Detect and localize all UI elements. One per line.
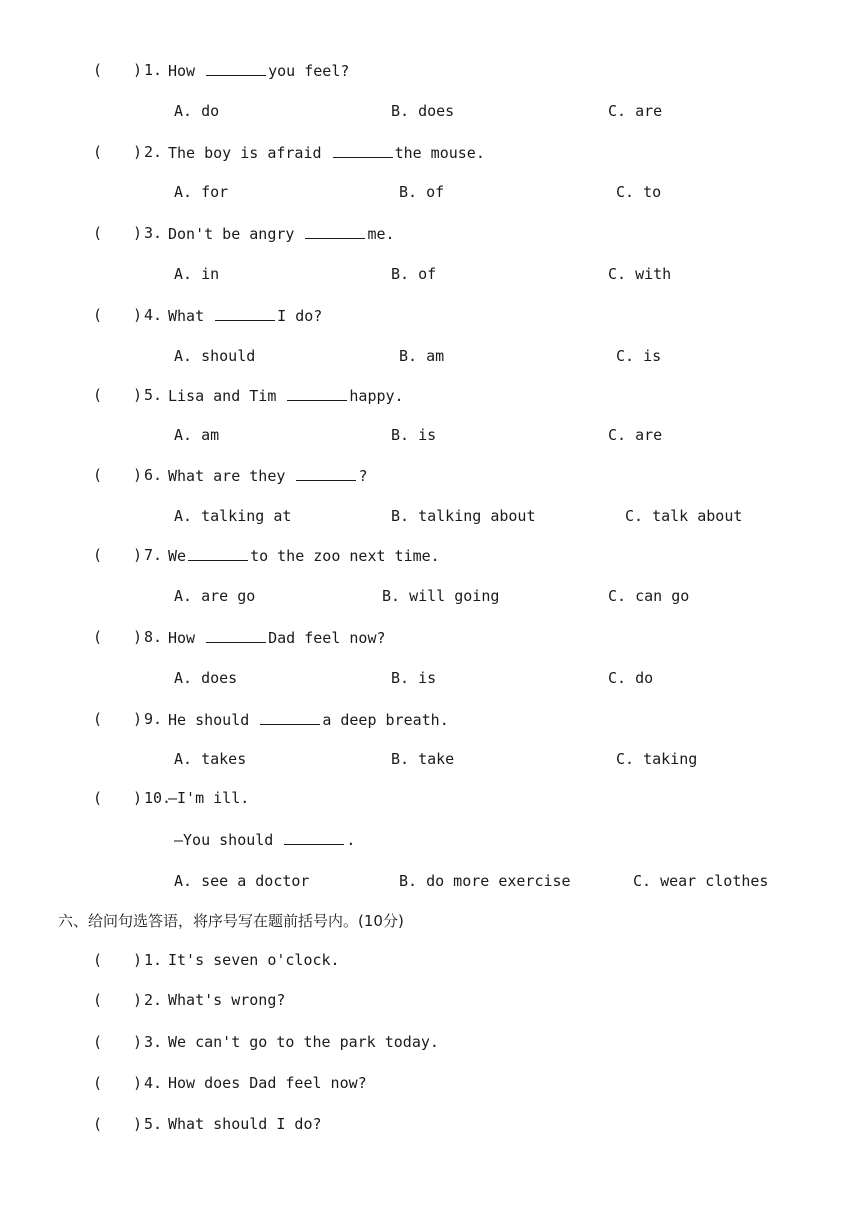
question-text-pre: We xyxy=(168,547,187,565)
answer-paren-open: ( xyxy=(93,143,103,161)
answer-paren-close: ) xyxy=(133,143,143,161)
question-number: 1. xyxy=(144,61,163,79)
question-text-post: . xyxy=(346,831,356,849)
answer-paren-open: ( xyxy=(93,306,103,324)
option-a: A. does xyxy=(174,669,238,687)
answer-paren-open: ( xyxy=(93,1033,103,1051)
answer-paren-close: ) xyxy=(133,1033,143,1051)
question-text-pre: The boy is afraid xyxy=(168,144,331,162)
question-text-post: I do? xyxy=(277,307,323,325)
answer-paren-open: ( xyxy=(93,386,103,404)
option-a: A. talking at xyxy=(174,507,292,525)
answer-blank xyxy=(305,224,365,239)
question-text xyxy=(168,306,322,325)
question-text-post: happy. xyxy=(349,387,404,405)
question-number: 2. xyxy=(144,991,163,1009)
option-c: C. can go xyxy=(608,587,690,605)
question-text-pre: What xyxy=(168,307,214,325)
answer-paren-open: ( xyxy=(93,1074,103,1092)
answer-blank xyxy=(206,61,266,76)
question-text xyxy=(168,224,395,243)
question-text xyxy=(168,710,449,729)
answer-paren-open: ( xyxy=(93,710,103,728)
question-number: 10. xyxy=(144,789,172,807)
question-number: 3. xyxy=(144,224,163,242)
question-text-line1: —I'm ill. xyxy=(168,789,250,807)
answer-paren-close: ) xyxy=(133,466,143,484)
answer-paren-close: ) xyxy=(133,224,143,242)
section-heading: 六、给问句选答语，将序号写在题前括号内。(10分) xyxy=(58,912,404,930)
question-text-pre: —You should xyxy=(174,831,283,849)
question-text-post: to the zoo next time. xyxy=(250,547,440,565)
question-text xyxy=(168,628,386,647)
question-number: 5. xyxy=(144,386,163,404)
option-b: B. does xyxy=(391,102,455,120)
option-a: A. do xyxy=(174,102,220,120)
answer-paren-open: ( xyxy=(93,951,103,969)
question-text xyxy=(168,386,404,405)
answer-blank xyxy=(206,628,266,643)
option-b: B. is xyxy=(391,426,437,444)
answer-paren-close: ) xyxy=(133,306,143,324)
option-a: A. see a doctor xyxy=(174,872,310,890)
option-c: C. to xyxy=(616,183,662,201)
option-c: C. wear clothes xyxy=(633,872,769,890)
question-text xyxy=(168,143,485,162)
answer-blank xyxy=(260,710,320,725)
option-a: A. for xyxy=(174,183,229,201)
answer-paren-open: ( xyxy=(93,789,103,807)
question-text-pre: He should xyxy=(168,711,259,729)
option-c: C. are xyxy=(608,102,663,120)
answer-paren-open: ( xyxy=(93,546,103,564)
answer-paren-open: ( xyxy=(93,466,103,484)
answer-blank xyxy=(284,830,344,845)
question-number: 2. xyxy=(144,143,163,161)
question-text-post: a deep breath. xyxy=(322,711,449,729)
question-number: 3. xyxy=(144,1033,163,1051)
option-b: B. is xyxy=(391,669,437,687)
answer-blank xyxy=(188,546,248,561)
question-text: We can't go to the park today. xyxy=(168,1033,439,1051)
answer-paren-open: ( xyxy=(93,224,103,242)
question-text xyxy=(168,61,349,80)
option-b: B. will going xyxy=(382,587,500,605)
question-number: 1. xyxy=(144,951,163,969)
answer-blank xyxy=(333,143,393,158)
answer-paren-close: ) xyxy=(133,61,143,79)
answer-paren-open: ( xyxy=(93,1115,103,1133)
answer-paren-close: ) xyxy=(133,1115,143,1133)
question-text: How does Dad feel now? xyxy=(168,1074,367,1092)
question-text: What's wrong? xyxy=(168,991,286,1009)
option-b: B. do more exercise xyxy=(399,872,571,890)
option-c: C. are xyxy=(608,426,663,444)
question-text-post: me. xyxy=(367,225,395,243)
answer-paren-close: ) xyxy=(133,710,143,728)
option-b: B. of xyxy=(399,183,445,201)
option-b: B. of xyxy=(391,265,437,283)
option-a: A. in xyxy=(174,265,220,283)
answer-paren-close: ) xyxy=(133,386,143,404)
answer-paren-close: ) xyxy=(133,628,143,646)
option-b: B. talking about xyxy=(391,507,536,525)
option-a: A. should xyxy=(174,347,256,365)
question-text xyxy=(168,546,440,565)
option-c: C. do xyxy=(608,669,654,687)
question-text: It's seven o'clock. xyxy=(168,951,340,969)
answer-paren-open: ( xyxy=(93,991,103,1009)
option-a: A. takes xyxy=(174,750,247,768)
question-text-pre: What are they xyxy=(168,467,295,485)
option-c: C. talk about xyxy=(625,507,743,525)
answer-paren-close: ) xyxy=(133,991,143,1009)
question-text-post: the mouse. xyxy=(394,144,485,162)
question-number: 4. xyxy=(144,306,163,324)
option-b: B. take xyxy=(391,750,455,768)
question-number: 6. xyxy=(144,466,163,484)
option-c: C. is xyxy=(616,347,662,365)
answer-paren-close: ) xyxy=(133,951,143,969)
option-c: C. taking xyxy=(616,750,698,768)
option-a: A. are go xyxy=(174,587,256,605)
answer-paren-close: ) xyxy=(133,789,143,807)
question-text: What should I do? xyxy=(168,1115,322,1133)
answer-paren-open: ( xyxy=(93,628,103,646)
question-text-post: you feel? xyxy=(268,62,350,80)
answer-blank xyxy=(287,386,347,401)
answer-paren-close: ) xyxy=(133,1074,143,1092)
question-number: 9. xyxy=(144,710,163,728)
question-text xyxy=(168,466,367,485)
question-text-pre: Lisa and Tim xyxy=(168,387,286,405)
question-text-post: ? xyxy=(358,467,368,485)
answer-blank xyxy=(215,306,275,321)
option-b: B. am xyxy=(399,347,445,365)
answer-paren-close: ) xyxy=(133,546,143,564)
option-c: C. with xyxy=(608,265,672,283)
question-text-pre: How xyxy=(168,629,205,647)
answer-blank xyxy=(296,466,356,481)
question-text-post: Dad feel now? xyxy=(268,629,386,647)
question-number: 4. xyxy=(144,1074,163,1092)
question-number: 7. xyxy=(144,546,163,564)
answer-paren-open: ( xyxy=(93,61,103,79)
option-a: A. am xyxy=(174,426,220,444)
question-text-pre: How xyxy=(168,62,205,80)
question-text-line2 xyxy=(174,830,355,849)
question-number: 5. xyxy=(144,1115,163,1133)
question-text-pre: Don't be angry xyxy=(168,225,304,243)
question-number: 8. xyxy=(144,628,163,646)
